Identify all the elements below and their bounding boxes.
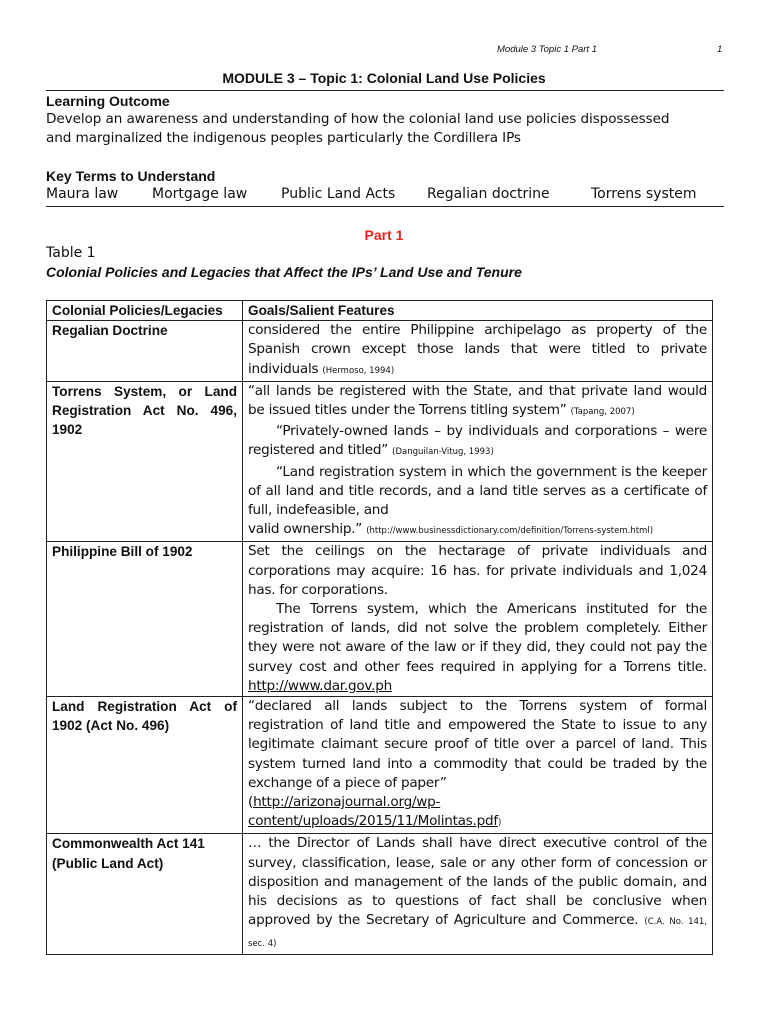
table-caption: Colonial Policies and Legacies that Affect the IPs’ Land Use and Tenure: [46, 264, 522, 280]
policy-name: Land Registration Act of 1902 (Act No. 496): [47, 697, 243, 834]
learning-outcome: [46, 92, 724, 148]
policy-features: “declared all lands subject to the Torrens system of formal registration of land title and empowered the State to issue to any legitimate claimant secure proof of title over a parcel of land. This system turned land into a commodity that could be traded by the exchange of a piece of paper” (http://arizonajournal.org/wp- content/uploads/2015/11/Molintas.pdf): [243, 697, 713, 834]
learning-outcome-heading: Learning Outcome: [46, 93, 170, 109]
citation: (Hermoso, 1994): [322, 365, 395, 376]
table-row: [47, 542, 713, 697]
feature-text: “Land registration system in which the government is the keeper of all land and title records, and a land title serves as a certificate of full, indefeasible, and: [248, 463, 707, 519]
feature-text: “all lands be registered with the State, and that private land would be issued titles under the Torrens titling system”: [248, 382, 707, 419]
policy-features: [243, 321, 713, 382]
page-number: 1: [717, 44, 723, 55]
page-header: [0, 44, 768, 58]
reference-link[interactable]: http://www.dar.gov.ph: [248, 677, 392, 694]
table-row: [47, 321, 713, 382]
learning-outcome-line: and marginalized the indigenous peoples particularly the Cordillera IPs: [46, 130, 521, 146]
policy-name: Commonwealth Act 141 (Public Land Act): [47, 834, 243, 954]
citation: (Danguilan-Vitug, 1993): [392, 447, 494, 458]
citation: (C.A. No. 141, sec. 4): [248, 917, 707, 949]
key-term: Mortgage law: [152, 186, 248, 202]
citation: (http://www.businessdictionary.com/definition/Torrens-system.html): [366, 526, 654, 537]
feature-text: considered the entire Philippine archipelago as property of the Spanish crown except those lands that were titled to private individuals: [248, 322, 707, 377]
reference-link[interactable]: http://arizonajournal.org/wp-: [253, 794, 441, 811]
header-title: Module 3 Topic 1 Part 1: [497, 44, 597, 55]
table-header-row: [47, 301, 713, 321]
feature-text: valid ownership.”: [248, 521, 363, 538]
table-row: [47, 834, 713, 954]
policy-name: Regalian Doctrine: [47, 321, 243, 382]
key-term: Maura law: [46, 186, 119, 202]
table-row: [47, 697, 713, 834]
key-terms-heading-block: [46, 167, 724, 185]
key-terms-heading: Key Terms to Understand: [46, 168, 216, 184]
policy-features: [243, 381, 713, 542]
title-rule: [46, 90, 724, 91]
feature-text: “declared all lands subject to the Torrens system of formal registration of land title and empowered the State to issue to any legitimate claimant secure proof of title over a parcel of land. This system turned land into a commodity that could be traded by the exchange of a piece of paper”: [248, 698, 707, 791]
key-terms-list: [46, 186, 724, 206]
policy-name: Philippine Bill of 1902: [47, 542, 243, 697]
terms-rule: [46, 206, 724, 207]
table-label: Table 1: [46, 245, 96, 261]
column-header-features: Goals/Salient Features: [243, 301, 713, 321]
learning-outcome-line: Develop an awareness and understanding of how the colonial land use policies dispossessed: [46, 111, 670, 127]
key-term: Public Land Acts: [281, 186, 396, 202]
feature-text: “Privately-owned lands – by individuals and corporations – were registered and titled”: [248, 423, 707, 459]
table-row: [47, 381, 713, 542]
feature-text: Set the ceilings on the hectarage of private individuals and corporations may acquire: 16 has. for private individuals and 1,024 has. for corporations.: [248, 543, 707, 598]
reference-link[interactable]: content/uploads/2015/11/Molintas.pdf: [248, 813, 498, 830]
column-header-policies: Colonial Policies/Legacies: [47, 301, 243, 321]
key-term: Torrens system: [591, 186, 697, 202]
citation: (Tapang, 2007): [570, 407, 635, 418]
key-term: Regalian doctrine: [427, 186, 550, 202]
policy-features: [243, 542, 713, 697]
policy-features: [243, 834, 713, 954]
feature-text: The Torrens system, which the Americans instituted for the registration of lands, did not solve the problem completely. Either they were not aware of the law or if they did, they could not pay the survey cost and other fees required in applying for a Torrens title.: [248, 601, 707, 675]
feature-text: … the Director of Lands shall have direct executive control of the survey, classification, lease, sale or any other form of concession or disposition and management of the lands of the public domain, and his decisions as to questions of fact shall be conclusive when approved by the Secretary of Agriculture and Commerce.: [248, 835, 707, 929]
module-title: MODULE 3 – Topic 1: Colonial Land Use Policies: [222, 70, 546, 86]
policy-name: Torrens System, or Land Registration Act No. 496, 1902: [47, 381, 243, 542]
colonial-policies-table: [46, 300, 713, 955]
part-title: Part 1: [364, 227, 404, 243]
